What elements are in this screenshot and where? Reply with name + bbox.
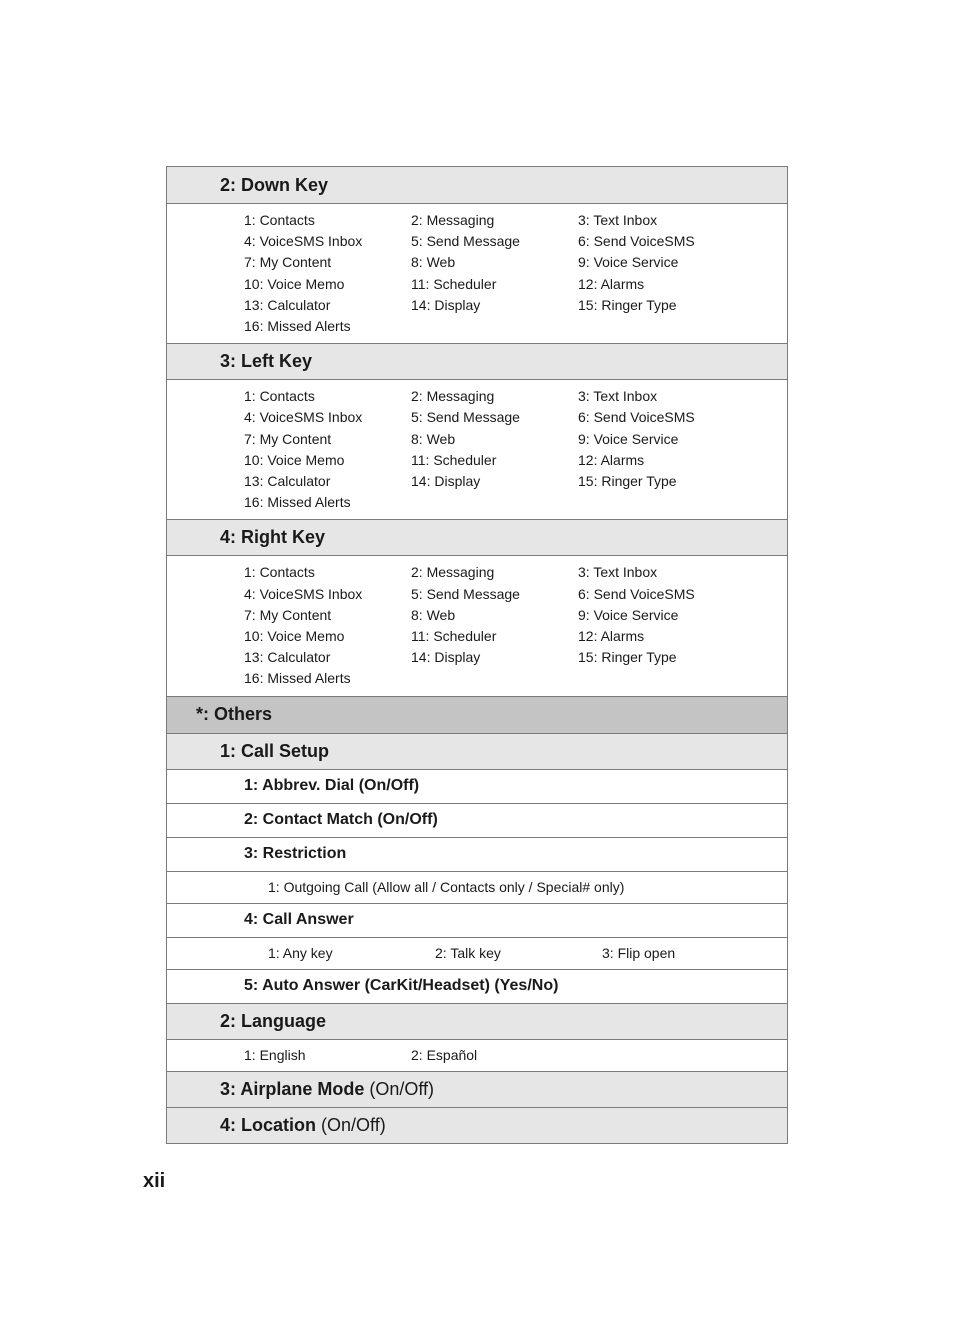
list-item: 16: Missed Alerts bbox=[244, 494, 351, 511]
restriction-option bbox=[167, 871, 787, 903]
menu-item-label: 3: Restriction bbox=[244, 845, 347, 863]
list-item: 16: Missed Alerts bbox=[244, 318, 351, 335]
list-item: 10: Voice Memo bbox=[244, 275, 345, 292]
list-item: 9: Voice Service bbox=[578, 430, 679, 447]
right-key-items bbox=[167, 555, 787, 695]
list-item: 10: Voice Memo bbox=[244, 451, 345, 468]
down-key-items bbox=[167, 203, 787, 343]
section-header-right-key bbox=[167, 519, 787, 555]
list-item: 8: Web bbox=[411, 430, 456, 447]
list-item: 5: Send Message bbox=[411, 409, 520, 426]
section-header-left-key bbox=[167, 343, 787, 379]
list-item: 8: Web bbox=[411, 254, 456, 271]
section-title: *: Others bbox=[196, 704, 273, 725]
call-answer-options bbox=[167, 937, 787, 969]
section-suffix: (On/Off) bbox=[369, 1078, 435, 1099]
section-header-call-setup bbox=[167, 733, 787, 769]
list-item: 12: Alarms bbox=[578, 451, 645, 468]
list-item: 1: Contacts bbox=[244, 564, 315, 581]
list-item: 13: Calculator bbox=[244, 473, 331, 490]
list-item: 7: My Content bbox=[244, 606, 332, 623]
list-item: 16: Missed Alerts bbox=[244, 670, 351, 687]
list-item: 7: My Content bbox=[244, 254, 332, 271]
option-label: 2: Talk key bbox=[435, 945, 501, 962]
left-key-items bbox=[167, 379, 787, 519]
menu-item-call-answer bbox=[167, 903, 787, 937]
option-label: 2: Español bbox=[411, 1047, 478, 1064]
section-title: 2: Down Key bbox=[220, 174, 329, 195]
list-item: 13: Calculator bbox=[244, 649, 331, 666]
list-item: 6: Send VoiceSMS bbox=[578, 409, 695, 426]
list-item: 12: Alarms bbox=[578, 275, 645, 292]
section-title: 1: Call Setup bbox=[220, 740, 330, 761]
list-item: 2: Messaging bbox=[411, 564, 495, 581]
section-header-others bbox=[167, 696, 787, 733]
section-title: 4: Location bbox=[220, 1114, 317, 1135]
menu-item-label: 4: Call Answer bbox=[244, 911, 354, 929]
menu-item-label: 5: Auto Answer (CarKit/Headset) (Yes/No) bbox=[244, 977, 559, 995]
language-options bbox=[167, 1039, 787, 1071]
list-item: 11: Scheduler bbox=[411, 275, 497, 292]
list-item: 4: VoiceSMS Inbox bbox=[244, 409, 363, 426]
page-number: xii bbox=[143, 1170, 166, 1192]
menu-item-label: 1: Abbrev. Dial (On/Off) bbox=[244, 777, 420, 795]
list-item: 2: Messaging bbox=[411, 388, 495, 405]
section-title: 3: Airplane Mode bbox=[220, 1078, 365, 1099]
list-item: 3: Text Inbox bbox=[578, 388, 658, 405]
menu-item-auto-answer bbox=[167, 969, 787, 1003]
section-header-language bbox=[167, 1003, 787, 1039]
list-item: 4: VoiceSMS Inbox bbox=[244, 233, 363, 250]
list-item: 3: Text Inbox bbox=[578, 564, 658, 581]
list-item: 4: VoiceSMS Inbox bbox=[244, 585, 363, 602]
list-item: 6: Send VoiceSMS bbox=[578, 585, 695, 602]
list-item: 9: Voice Service bbox=[578, 254, 679, 271]
option-label: 3: Flip open bbox=[602, 945, 676, 962]
list-item: 11: Scheduler bbox=[411, 451, 497, 468]
list-item: 12: Alarms bbox=[578, 628, 645, 645]
menu-item-restriction bbox=[167, 837, 787, 871]
list-item: 15: Ringer Type bbox=[578, 296, 677, 313]
option-label: 1: Any key bbox=[268, 945, 333, 962]
list-item: 2: Messaging bbox=[411, 212, 495, 228]
list-item: 15: Ringer Type bbox=[578, 473, 677, 490]
section-header-down-key bbox=[167, 167, 787, 203]
section-title: 3: Left Key bbox=[220, 351, 313, 372]
section-header-location bbox=[167, 1107, 787, 1143]
list-item: 11: Scheduler bbox=[411, 628, 497, 645]
list-item: 3: Text Inbox bbox=[578, 212, 658, 228]
section-title: 4: Right Key bbox=[220, 527, 326, 548]
list-item: 15: Ringer Type bbox=[578, 649, 677, 666]
list-item: 14: Display bbox=[411, 649, 481, 666]
list-item: 5: Send Message bbox=[411, 233, 520, 250]
list-item: 10: Voice Memo bbox=[244, 628, 345, 645]
list-item: 6: Send VoiceSMS bbox=[578, 233, 695, 250]
list-item: 9: Voice Service bbox=[578, 606, 679, 623]
list-item: 8: Web bbox=[411, 606, 456, 623]
menu-item-contact-match bbox=[167, 803, 787, 837]
list-item: 7: My Content bbox=[244, 430, 332, 447]
list-item: 13: Calculator bbox=[244, 296, 331, 313]
list-item: 1: Contacts bbox=[244, 388, 315, 405]
list-item: 1: Contacts bbox=[244, 212, 315, 228]
section-suffix: (On/Off) bbox=[321, 1114, 386, 1135]
list-item: 5: Send Message bbox=[411, 585, 520, 602]
menu-item-label: 2: Contact Match (On/Off) bbox=[244, 811, 438, 829]
section-header-airplane-mode bbox=[167, 1071, 787, 1107]
list-item: 14: Display bbox=[411, 296, 481, 313]
menu-table bbox=[166, 166, 788, 1144]
menu-item-abbrev-dial bbox=[167, 769, 787, 803]
option-label: 1: English bbox=[244, 1047, 306, 1064]
list-item: 14: Display bbox=[411, 473, 481, 490]
option-label: 1: Outgoing Call (Allow all / Contacts only / Special# only) bbox=[268, 879, 625, 896]
section-title: 2: Language bbox=[220, 1010, 327, 1031]
